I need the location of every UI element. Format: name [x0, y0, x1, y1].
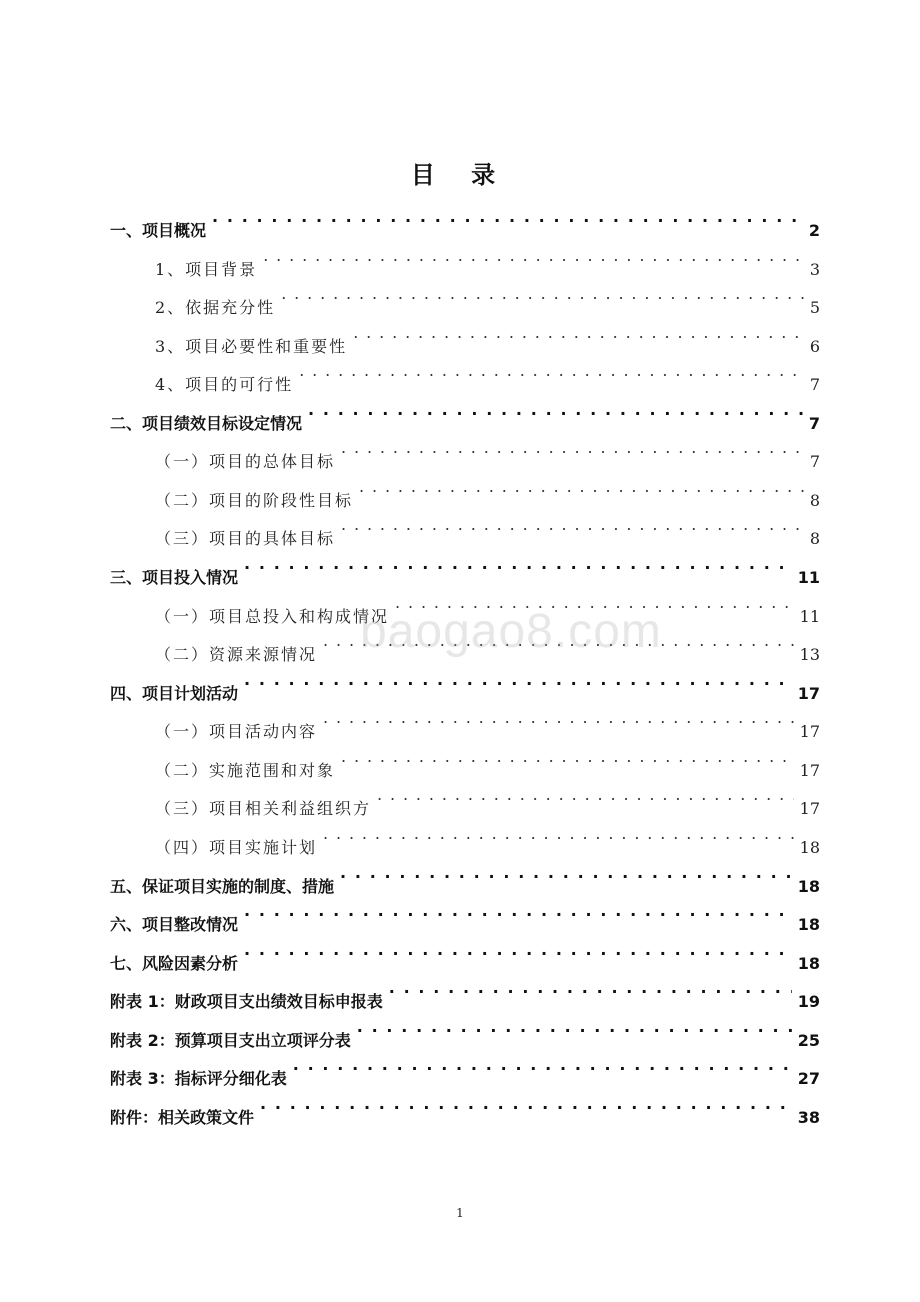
toc-page-number: 19 [797, 992, 820, 1011]
toc-page-number: 18 [797, 954, 820, 973]
toc-page-number: 11 [797, 568, 820, 587]
toc-page-number: 17 [799, 761, 820, 780]
toc-page-number: 18 [797, 877, 820, 896]
toc-entry-text: 2、依据充分性 [155, 298, 276, 317]
toc-entry-text: 四、项目计划活动 [110, 684, 239, 703]
toc-entry-text: 附表 2：预算项目支出立项评分表 [110, 1031, 351, 1050]
toc-entry[interactable] [110, 545, 820, 587]
toc-entry[interactable] [110, 1085, 820, 1127]
toc-entry-text: 五、保证项目实施的制度、措施 [110, 877, 335, 896]
toc-page-number: 17 [797, 684, 820, 703]
toc-page-number: 8 [809, 491, 820, 510]
toc-entry-text: （二）实施范围和对象 [155, 761, 336, 780]
dot-leader [244, 931, 792, 969]
toc-page-number: 38 [797, 1108, 820, 1127]
dot-leader [244, 661, 792, 699]
dot-leader [244, 545, 792, 583]
toc-page-number: 18 [797, 915, 820, 934]
toc-entry-text: （一）项目总投入和构成情况 [155, 607, 390, 626]
dot-leader [341, 738, 794, 776]
dot-leader [377, 776, 794, 814]
toc-entry-text: 1、项目背景 [155, 260, 258, 279]
toc-page-number: 8 [809, 529, 820, 548]
toc-entry-text: （一）项目的总体目标 [155, 452, 336, 471]
toc-entry[interactable] [155, 776, 820, 818]
toc-entry[interactable] [155, 622, 820, 664]
toc-entry[interactable] [110, 931, 820, 973]
toc-entry[interactable] [110, 1046, 820, 1088]
toc-page-number: 18 [799, 838, 820, 857]
toc-page-number: 17 [799, 799, 820, 818]
toc-entry-text: 一、项目概况 [110, 221, 207, 240]
toc-page-number: 5 [809, 298, 820, 317]
dot-leader [359, 468, 804, 506]
toc-entry-text: （三）项目的具体目标 [155, 529, 336, 548]
toc-entry[interactable] [155, 699, 820, 741]
toc-entry[interactable] [110, 969, 820, 1011]
page-number: 1 [456, 1206, 464, 1220]
dot-leader [323, 815, 794, 853]
toc-page-number: 2 [808, 221, 820, 240]
dot-leader [340, 854, 792, 892]
toc-page-number: 11 [799, 607, 820, 626]
toc-entry[interactable] [155, 506, 820, 548]
toc-page-number: 17 [799, 722, 820, 741]
toc-entry[interactable] [155, 468, 820, 510]
toc-page-number: 27 [797, 1069, 820, 1088]
toc-entry-text: 附件：相关政策文件 [110, 1108, 255, 1127]
dot-leader [281, 275, 804, 313]
dot-leader [244, 892, 792, 930]
toc-entry-text: 4、项目的可行性 [155, 375, 294, 394]
dot-leader [353, 314, 804, 352]
dot-leader [293, 1046, 792, 1084]
dot-leader [323, 699, 794, 737]
toc-entry[interactable] [110, 661, 820, 703]
toc-entry[interactable] [110, 391, 820, 433]
toc-entry-text: 三、项目投入情况 [110, 568, 239, 587]
toc-entry-text: 七、风险因素分析 [110, 954, 239, 973]
toc-page-number: 25 [797, 1031, 820, 1050]
toc-page-number: 13 [799, 645, 820, 664]
toc-page-number: 7 [808, 414, 820, 433]
toc-entry-text: 二、项目绩效目标设定情况 [110, 414, 303, 433]
toc-entry[interactable] [110, 1008, 820, 1050]
toc-entry-text: 附表 3：指标评分细化表 [110, 1069, 287, 1088]
dot-leader [260, 1085, 792, 1123]
toc-entry[interactable] [155, 314, 820, 356]
dot-leader [341, 429, 804, 467]
toc-entry-text: 3、项目必要性和重要性 [155, 337, 348, 356]
toc-entry[interactable] [110, 854, 820, 896]
toc-entry[interactable] [110, 892, 820, 934]
toc-page-number: 7 [809, 452, 820, 471]
toc-entry-text: 六、项目整改情况 [110, 915, 239, 934]
dot-leader [389, 969, 792, 1007]
toc-entry-text: （四）项目实施计划 [155, 838, 318, 857]
toc-entry[interactable] [155, 584, 820, 626]
toc-entry[interactable] [155, 352, 820, 394]
toc-entry[interactable] [155, 738, 820, 780]
toc-entry-text: （二）资源来源情况 [155, 645, 318, 664]
dot-leader [308, 391, 803, 429]
dot-leader [299, 352, 804, 390]
toc-page-number: 3 [809, 260, 820, 279]
watermark: baogao8.com [360, 605, 662, 658]
dot-leader [357, 1008, 792, 1046]
dot-leader [395, 584, 794, 622]
toc-entry[interactable] [155, 815, 820, 857]
toc-entry-text: 附表 1：财政项目支出绩效目标申报表 [110, 992, 383, 1011]
toc-entry-text: （一）项目活动内容 [155, 722, 318, 741]
dot-leader [323, 622, 794, 660]
toc-entry[interactable] [155, 237, 820, 279]
toc-page-number: 7 [809, 375, 820, 394]
dot-leader [341, 506, 804, 544]
dot-leader [263, 237, 804, 275]
toc-page-number: 6 [809, 337, 820, 356]
dot-leader [212, 198, 803, 236]
toc-entry-text: （二）项目的阶段性目标 [155, 491, 354, 510]
toc-entry[interactable] [155, 275, 820, 317]
toc-entry-text: （三）项目相关利益组织方 [155, 799, 372, 818]
page-title: 目 录 [410, 161, 510, 189]
toc-entry[interactable] [155, 429, 820, 471]
toc-entry[interactable] [110, 198, 820, 240]
